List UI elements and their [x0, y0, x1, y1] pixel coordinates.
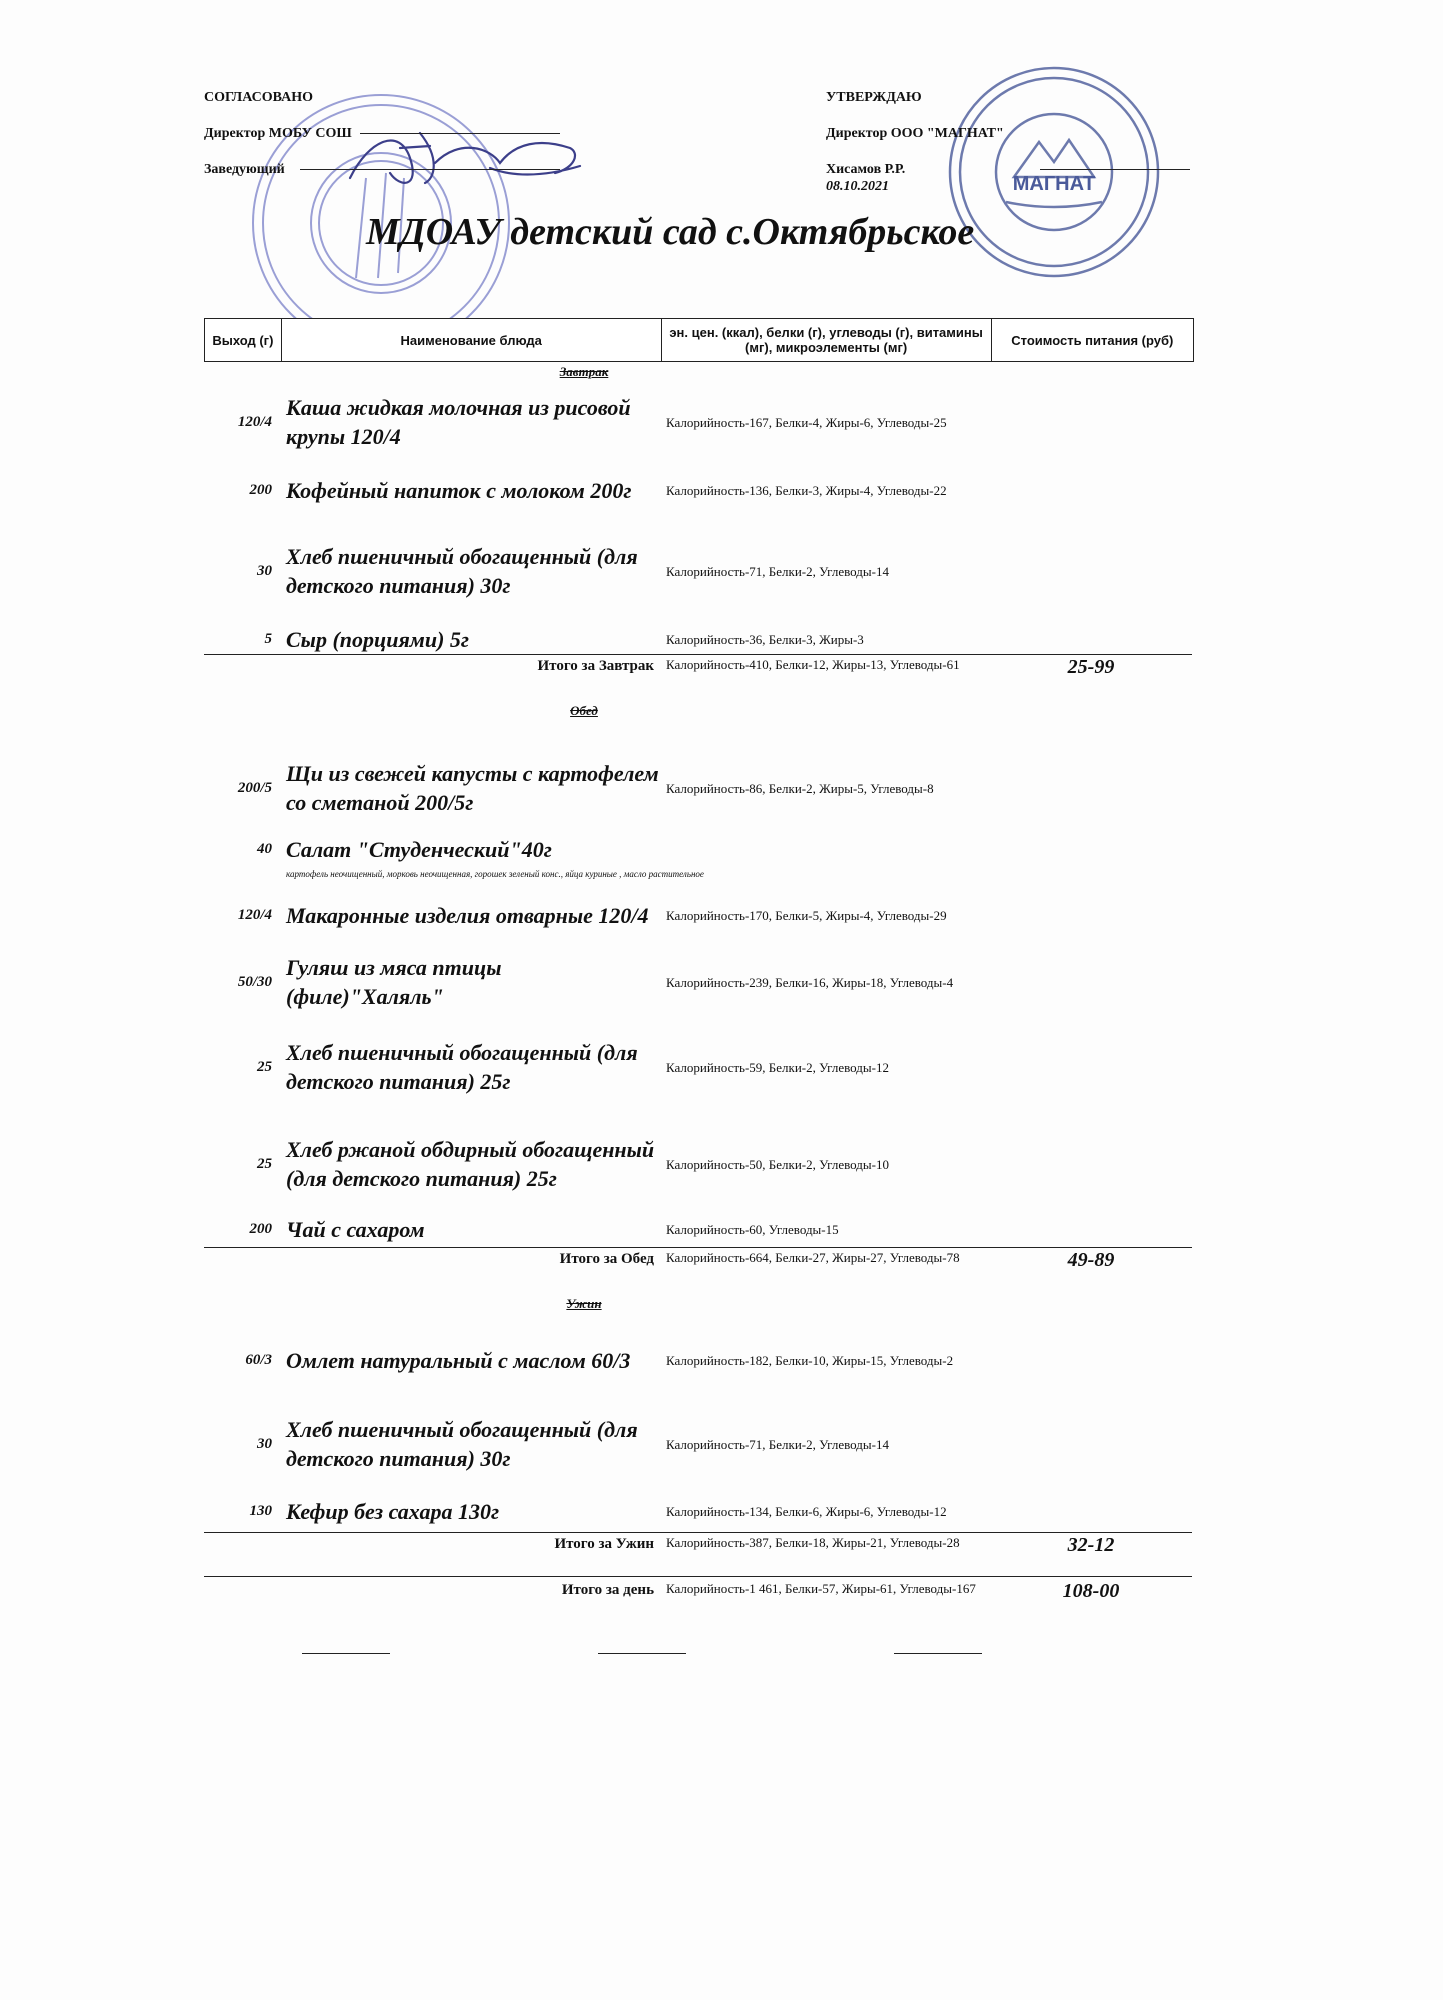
divider: [204, 1532, 1192, 1533]
yield-cell: 200: [249, 481, 272, 498]
yield-cell: 60/3: [245, 1351, 272, 1368]
dish-cell: Каша жидкая молочная из рисовой крупы 120/4: [286, 395, 631, 449]
yield-cell: 25: [257, 1155, 272, 1172]
total-row-day: [204, 1580, 1192, 1603]
yield-cell: 200/5: [237, 779, 272, 796]
dish-cell: Чай с сахаром: [286, 1216, 425, 1242]
total-nutrition: Калорийность-410, Белки-12, Жиры-13, Углеводы-61: [666, 657, 960, 672]
approval-block-right: [826, 80, 1004, 196]
director-name: Хисамов Р.Р.: [826, 162, 906, 177]
nutrition-cell: Калорийность-86, Белки-2, Жиры-5, Углеводы-8: [666, 780, 934, 796]
signature: [340, 118, 590, 198]
nutrition-cell: Калорийность-36, Белки-3, Жиры-3: [666, 631, 864, 647]
head-label: Заведующий: [204, 162, 285, 177]
dish-cell: Кофейный напиток с молоком 200г: [286, 477, 632, 503]
nutrition-cell: Калорийность-71, Белки-2, Углеводы-14: [666, 1436, 889, 1452]
nutrition-cell: Калорийность-136, Белки-3, Жиры-4, Углеводы-22: [666, 482, 947, 498]
yield-cell: 200: [249, 1220, 272, 1237]
column-header-yield: Выход (г): [205, 319, 282, 361]
school-director-label: Директор МОБУ СОШ: [204, 126, 352, 141]
yield-cell: 30: [257, 1435, 272, 1452]
column-header-dish: Наименование блюда: [282, 319, 662, 361]
nutrition-cell: Калорийность-59, Белки-2, Углеводы-12: [666, 1059, 889, 1075]
total-row-breakfast: [204, 656, 1192, 679]
table-row: [204, 1021, 1192, 1113]
nutrition-cell: Калорийность-239, Белки-16, Жиры-18, Углеводы-4: [666, 974, 954, 990]
yield-cell: 25: [257, 1058, 272, 1075]
dish-cell: Хлеб ржаной обдирный обогащенный (для детского питания) 25г: [286, 1137, 655, 1191]
total-label: Итого за день: [561, 1582, 654, 1598]
yield-cell: 50/30: [237, 973, 272, 990]
total-row-lunch: [204, 1249, 1192, 1272]
nutrition-cell: Калорийность-60, Углеводы-15: [666, 1221, 839, 1237]
dish-cell: Омлет натуральный с маслом 60/3: [286, 1347, 631, 1373]
agreed-label: СОГЛАСОВАНО: [204, 90, 313, 105]
signature-line-head: [300, 169, 560, 170]
table-row: [204, 730, 1192, 846]
dish-cell: Сыр (порциями) 5г: [286, 626, 470, 652]
total-nutrition: Калорийность-664, Белки-27, Жиры-27, Углеводы-78: [666, 1250, 960, 1265]
approval-block-left: [204, 80, 352, 188]
nutrition-cell: Калорийность-50, Белки-2, Углеводы-10: [666, 1156, 889, 1172]
signature-line: [302, 1653, 390, 1654]
signature-line: [894, 1653, 982, 1654]
total-cost: 108-00: [1062, 1580, 1120, 1602]
table-row: [204, 834, 1192, 864]
divider: [204, 654, 1192, 655]
nutrition-cell: Калорийность-134, Белки-6, Жиры-6, Углеводы-12: [666, 1503, 947, 1519]
nutrition-cell: Калорийность-71, Белки-2, Углеводы-14: [666, 563, 889, 579]
dish-cell: Щи из свежей капусты с картофелем со сметаной 200/5г: [286, 761, 659, 815]
total-label: Итого за Завтрак: [537, 658, 654, 674]
meal-title-lunch: Обед: [570, 703, 598, 718]
dish-cell: Макаронные изделия отварные 120/4: [286, 902, 649, 928]
total-nutrition: Калорийность-1 461, Белки-57, Жиры-61, Углеводы-167: [666, 1581, 976, 1596]
table-row: [204, 624, 1192, 654]
yield-cell: 120/4: [237, 906, 272, 923]
dish-cell: Хлеб пшеничный обогащенный (для детского питания) 30г: [286, 1417, 638, 1471]
table-row: [204, 884, 1192, 946]
table-row: [204, 1329, 1192, 1391]
yield-cell: 130: [249, 1502, 272, 1519]
approve-label: УТВЕРЖДАЮ: [826, 90, 922, 105]
total-nutrition: Калорийность-387, Белки-18, Жиры-21, Углеводы-28: [666, 1535, 960, 1550]
yield-cell: 5: [264, 630, 272, 647]
yield-cell: 120/4: [237, 413, 272, 430]
divider: [204, 1576, 1192, 1577]
nutrition-cell: Калорийность-167, Белки-4, Жиры-6, Углеводы-25: [666, 414, 947, 430]
column-header-cost: Стоимость питания (руб): [1011, 332, 1174, 348]
column-header-nutrition: эн. цен. (ккал), белки (г), углеводы (г), витамины (мг), микроэлементы (мг): [662, 319, 992, 361]
total-cost: 25-99: [1067, 656, 1115, 678]
table-row: [204, 1398, 1192, 1490]
divider: [204, 1247, 1192, 1248]
page-title: МДОАУ детский сад с.Октябрьское: [366, 211, 975, 253]
total-cost: 32-12: [1067, 1534, 1115, 1556]
table-row: [204, 1493, 1192, 1529]
meal-title-breakfast: Завтрак: [559, 364, 609, 379]
table-row: [204, 1214, 1192, 1244]
salad-ingredients: картофель неочищенный, морковь неочищенная, горошек зеленый конс., яйца куриные , масло растительное: [286, 869, 704, 879]
nutrition-cell: Калорийность-182, Белки-10, Жиры-15, Углеводы-2: [666, 1352, 954, 1368]
signature-line: [598, 1653, 686, 1654]
signature-line-company: [1040, 169, 1190, 170]
table-row: [204, 459, 1192, 521]
signature-line-director: [360, 133, 560, 134]
table-row: [204, 1118, 1192, 1210]
dish-cell: Салат "Студенческий"40г: [286, 836, 552, 862]
total-row-dinner: [204, 1534, 1192, 1557]
meal-title-dinner: Ужин: [566, 1296, 602, 1311]
yield-cell: 30: [257, 562, 272, 579]
dish-cell: Хлеб пшеничный обогащенный (для детского питания) 30г: [286, 544, 638, 598]
table-row: [204, 525, 1192, 617]
company-director-label: Директор ООО "МАГНАТ": [826, 126, 1004, 141]
approval-date: 08.10.2021: [826, 179, 889, 194]
svg-text:МАГНАТ: МАГНАТ: [1012, 173, 1096, 195]
table-header: [204, 318, 1194, 362]
total-label: Итого за Обед: [559, 1251, 654, 1267]
table-row: [204, 951, 1192, 1013]
total-label: Итого за Ужин: [554, 1536, 654, 1552]
dish-cell: Кефир без сахара 130г: [286, 1498, 500, 1524]
yield-cell: 40: [257, 840, 272, 857]
dish-cell: Гуляш из мяса птицы (филе)"Халяль": [286, 955, 502, 1009]
nutrition-cell: Калорийность-170, Белки-5, Жиры-4, Углеводы-29: [666, 907, 947, 923]
table-row: [204, 391, 1192, 453]
dish-cell: Хлеб пшеничный обогащенный (для детского питания) 25г: [286, 1040, 638, 1094]
total-cost: 49-89: [1067, 1249, 1115, 1271]
